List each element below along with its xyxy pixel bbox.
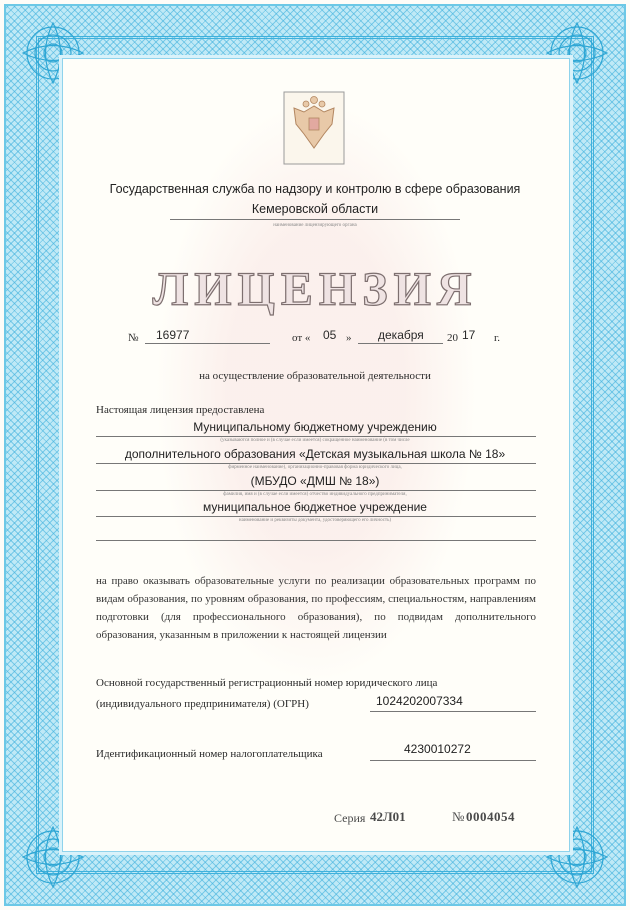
inn-label: Идентификационный номер налогоплательщика [96, 748, 323, 760]
authority-caption: наименование лицензирующего органа [273, 223, 357, 228]
license-day: 05 [323, 328, 337, 342]
series-number-label: № [452, 809, 465, 824]
grantee-line-4: муниципальное бюджетное учреждение [203, 500, 427, 514]
authority-line-2: Кемеровской области [251, 202, 379, 216]
series-label: Серия [334, 811, 366, 825]
grantee-caption-4: наименование и реквизиты документа, удостоверяющего его личность) [238, 518, 392, 523]
series-value: 42Л01 [370, 809, 406, 824]
grantee-line-2: дополнительного образования «Детская музыкальная школа № 18» [124, 447, 506, 461]
license-month: декабря [378, 328, 424, 342]
inn-value: 4230010272 [404, 742, 471, 756]
license-year: 17 [462, 328, 476, 342]
year-prefix: 20 [447, 332, 458, 344]
grantee-caption-3: фамилия, имя и (в случае если имеется) отчество индивидуального предпринимателя, [223, 492, 407, 497]
date-from-label: от « [292, 332, 311, 344]
authority-line-1: Государственная служба по надзору и контролю в сфере образования [109, 182, 521, 196]
grantee-line-3: (МБУДО «ДМШ № 18») [250, 474, 380, 488]
grantee-line-1: Муниципальному бюджетному учреждению [193, 420, 437, 434]
coat-of-arms-icon [282, 90, 346, 166]
date-quote-close: » [346, 332, 352, 344]
year-label: г. [494, 332, 501, 344]
grantee-caption-1: (указываются полное и (в случае если имеется) сокращенное наименование (в том числе [220, 438, 410, 443]
ogrn-label-2: (индивидуального предпринимателя) (ОГРН) [96, 698, 309, 710]
license-rights-text: на право оказывать образовательные услуги по реализации образовательных программ по видам образования, по уровням образования, по профессиям, специальностям, направлениям подготовки (для профессионального образования), по подвидам дополнительного образования, указанным в приложении к настоящей лицензии [96, 575, 536, 641]
grantee-caption-2: фирменное наименование), организационно-правовая форма юридического лица, [228, 465, 402, 470]
ogrn-value: 1024202007334 [376, 694, 463, 708]
license-purpose: на осуществление образовательной деятельности [199, 370, 431, 382]
ogrn-label-1: Основной государственный регистрационный номер юридического лица [96, 677, 438, 689]
grantee-label: Настоящая лицензия предоставлена [96, 404, 265, 416]
series-number: 0004054 [466, 809, 515, 824]
number-label: № [128, 332, 139, 344]
license-number: 16977 [156, 328, 190, 342]
document-title: ЛИЦЕНЗИЯ [152, 263, 478, 316]
